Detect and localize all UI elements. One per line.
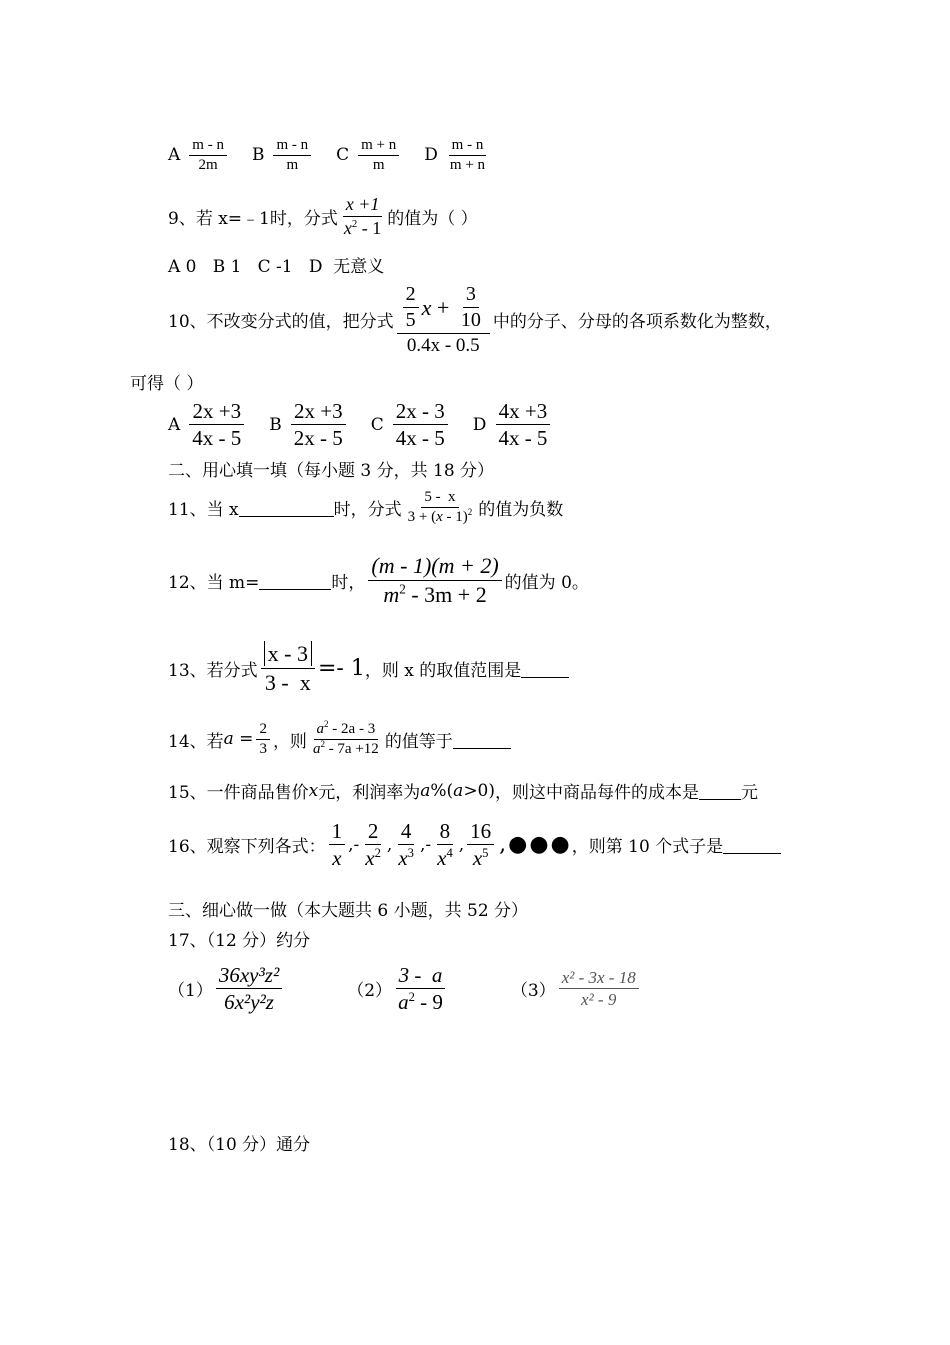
q10-line2: 可得（ ） (130, 374, 204, 394)
option-c-fraction: $\frac{m + n}{m}$ (358, 136, 399, 175)
question-17-title: 17、（12 分）约分 (168, 931, 311, 951)
q10-options: A $\frac{2x +3}{4x - 5}$ B $\frac{2x +3}{2x - 5}$ C $\frac{2x - 3}{4x - 5}$ D $\frac{4x +3}{4x - 5}$ (168, 398, 553, 452)
q17-part2-fraction: $\frac{3 - a}{a^2 - 9}$ (395, 962, 446, 1016)
q10-option-a: $\frac{2x +3}{4x - 5}$ (189, 398, 244, 452)
q12-fraction: $\frac{(m - 1)(m + 2)}{m^2 - 3m + 2}$ (368, 552, 501, 608)
option-a-label: A (168, 145, 181, 166)
q9-options: A 0 B 1 C -1 D 无意义 (168, 257, 385, 277)
q12-answer-blank[interactable] (259, 571, 331, 590)
q11-fraction: $\frac{5 - x}{3 + (x - 1)^2}$ (407, 489, 473, 525)
q16-ellipsis: ,●●● (499, 832, 572, 858)
q16-term-3: $\frac{4}{x^3}$ (398, 819, 414, 871)
q9-fraction: $\frac{x +1}{x^2 - 1}$ (343, 194, 382, 238)
q16-term-5: $\frac{16}{x^5}$ (467, 818, 494, 872)
q13-fraction: $\frac{x - 3}{3 - x}$ (261, 640, 315, 696)
q14-value-fraction: $\frac{2}{3}$ (256, 720, 270, 759)
question-12: 12、当 m= 时， $\frac{(m - 1)(m + 2)}{m^2 - 3m + 2}$ 的值为 0。 (168, 553, 589, 607)
question-16: 16、观察下列各式： $\frac{1}{x}$ ,- $\frac{2}{x^2}$ , $\frac{4}{x^3}$ ,- $\frac{8}{x^4}$ , $\frac{16}{x^5}$ ,●●● ，则第 10 个式子是 (168, 818, 781, 872)
q16-answer-blank[interactable] (723, 835, 781, 854)
q15-answer-blank[interactable] (699, 781, 741, 800)
q16-term-2: $\frac{2}{x^2}$ (365, 819, 381, 871)
q14-answer-blank[interactable] (453, 730, 511, 749)
question-17-parts: （1） $\frac{\text{36xy³z²}}{\text{6x²y²z}}$ （2） $\frac{3 - a}{a^2 - 9}$ （3） $\frac{\text{x² - 3x - 18}}{\text{x² - 9}}$ (168, 962, 642, 1016)
q17-part1-fraction: $\frac{\text{36xy³z²}}{\text{6x²y²z}}$ (216, 962, 282, 1016)
q10-option-d: $\frac{4x +3}{4x - 5}$ (495, 398, 550, 452)
option-c-label: C (336, 145, 350, 166)
option-a-fraction: $\frac{m - n}{2m}$ (189, 136, 227, 175)
section-2-heading: 二、用心填一填（每小题 3 分，共 18 分） (168, 461, 495, 481)
q10-fraction: $\frac{2}{5}$ x + $\frac{3}{10}$ 0.4x - 0.5 (397, 282, 490, 358)
question-10: 10、不改变分式的值，把分式 $\frac{2}{5}$ x + $\frac{3}{10}$ 0.4x - 0.5 中的分子、分母的各项系数化为整数， (168, 283, 782, 356)
option-d-fraction: $\frac{m - n}{m + n}$ (449, 137, 486, 173)
question-11: 11、当 x 时，分式 $\frac{5 - x}{3 + (x - 1)^2}$ 的值为负数 (168, 489, 564, 525)
option-d-label: D (424, 145, 438, 166)
q14-fraction: $\frac{a^2 - 2a - 3}{a^2 - 7a +12}$ (312, 719, 379, 757)
q13-answer-blank[interactable] (521, 659, 569, 678)
q8-options (168, 136, 491, 175)
option-b-label: B (251, 145, 265, 166)
q17-part3-fraction: $\frac{\text{x² - 3x - 18}}{\text{x² - 9}}$ (559, 967, 639, 1011)
question-14: 14、若 a = $\frac{2}{3}$ ，则 $\frac{a^2 - 2a - 3}{a^2 - 7a +12}$ 的值等于 (168, 720, 511, 759)
question-13: 13、若分式 $\frac{x - 3}{3 - x}$ =- 1 ，则 x 的取值范围是 (168, 640, 569, 696)
q11-answer-blank[interactable] (239, 498, 334, 517)
q16-term-4: $\frac{8}{x^4}$ (437, 819, 453, 871)
option-b-fraction: $\frac{m - n}{m}$ (273, 136, 311, 175)
section-3-heading: 三、细心做一做（本大题共 6 小题，共 52 分） (168, 901, 529, 921)
q10-option-b: $\frac{2x +3}{2x - 5}$ (291, 398, 346, 452)
question-18-title: 18、（10 分）通分 (168, 1135, 311, 1155)
question-9: 9、若 x=﹣1时，分式 $\frac{x +1}{x^2 - 1}$ 的值为（ ） (168, 194, 478, 238)
q16-term-1: $\frac{1}{x}$ (329, 818, 346, 872)
q10-option-c: $\frac{2x - 3}{4x - 5}$ (393, 398, 448, 452)
question-15: 15、一件商品售价 x 元，利润率为 a % ( a >0) ，则这中商品每件的成本是 元 (168, 780, 759, 803)
